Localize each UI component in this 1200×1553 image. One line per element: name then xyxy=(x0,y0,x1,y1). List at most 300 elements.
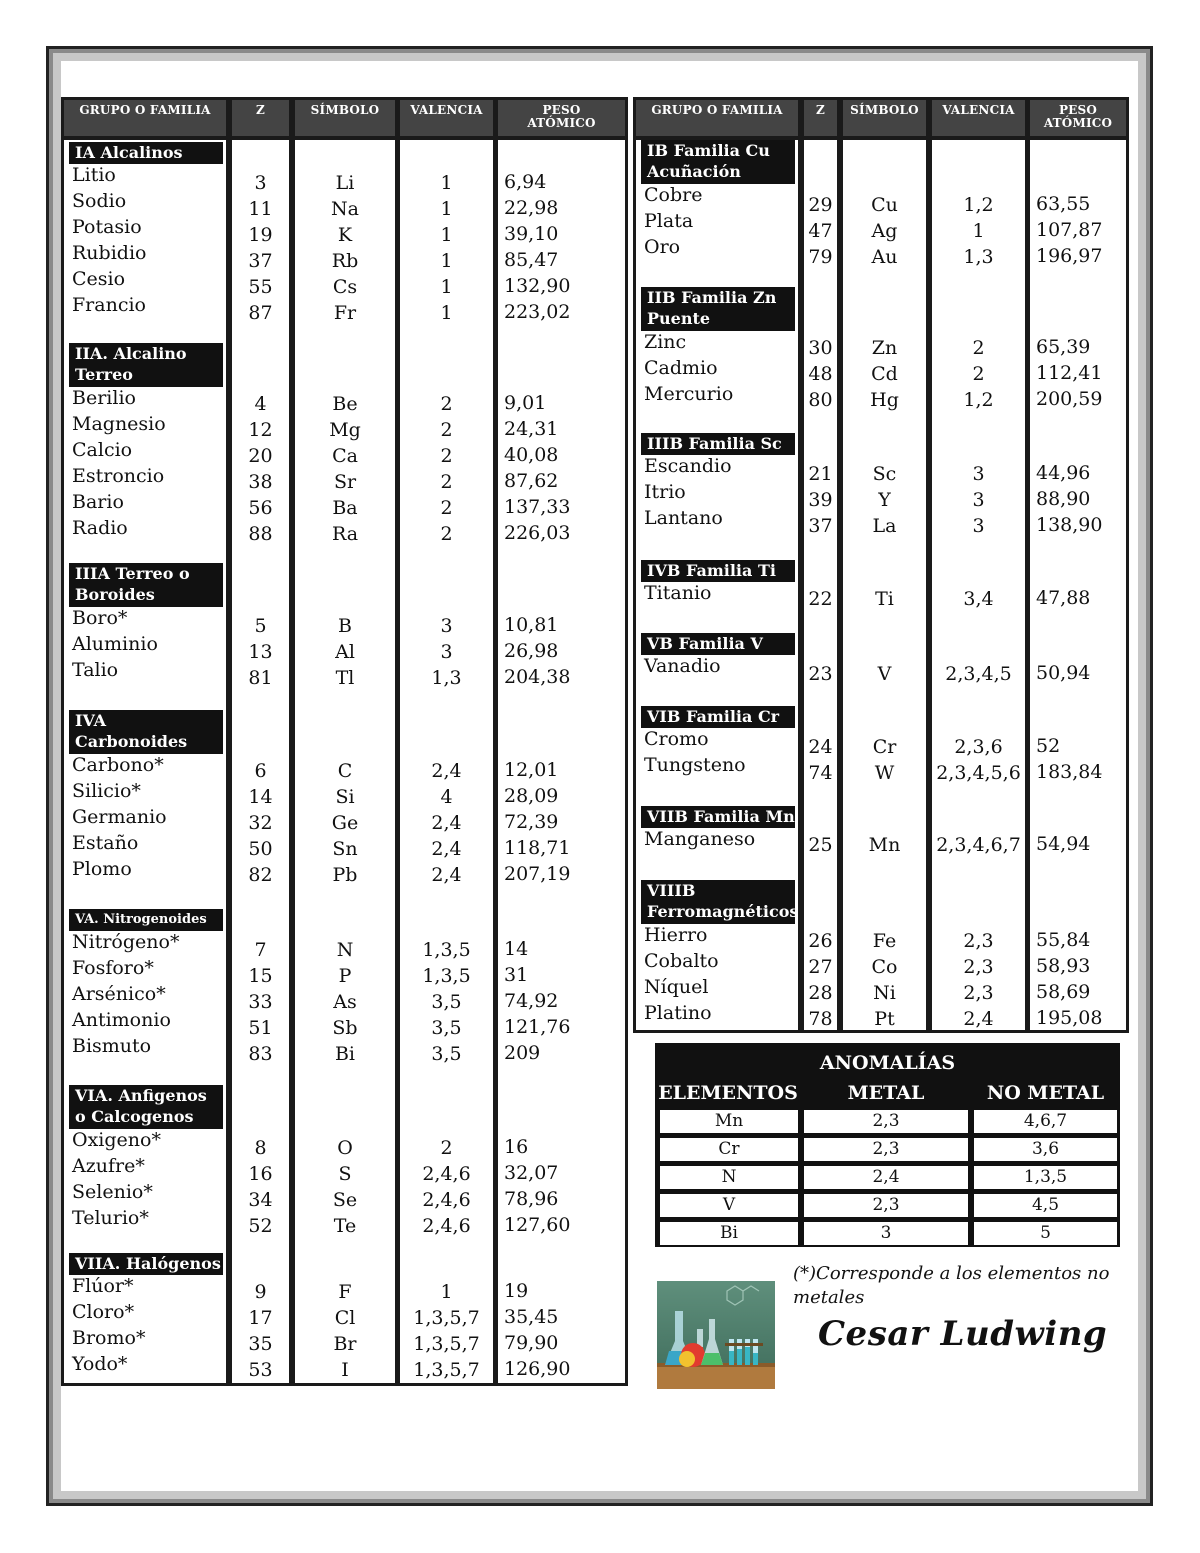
element-valence: 3,5 xyxy=(431,1043,462,1065)
element-symbol: S xyxy=(338,1163,352,1185)
element-symbol: Pt xyxy=(874,1008,895,1030)
element-symbol: Zn xyxy=(871,337,898,359)
element-symbol: P xyxy=(338,965,352,987)
footnote: (*)Corresponde a los elementos no metales xyxy=(793,1263,1110,1308)
group-title xyxy=(641,433,795,455)
element-atomic-weight: 121,76 xyxy=(504,1016,571,1038)
element-atomic-number: 81 xyxy=(248,667,273,689)
element-name: Vanadio xyxy=(644,655,721,677)
element-valence: 2,3,4,5,6 xyxy=(936,762,1021,784)
element-valence: 2,4 xyxy=(963,1008,994,1030)
group-title xyxy=(69,343,223,387)
element-name: Boro* xyxy=(72,607,128,629)
element-valence: 1 xyxy=(440,198,453,220)
group-title-line2: o Calcogenos xyxy=(75,1107,194,1126)
element-symbol: W xyxy=(874,762,895,784)
anomalies-header-no-metal: NO METAL xyxy=(986,1082,1105,1104)
element-name: Magnesio xyxy=(72,413,166,435)
group-title xyxy=(641,560,795,582)
element-name: Hierro xyxy=(644,924,708,946)
element-valence: 3 xyxy=(440,641,453,663)
element-atomic-number: 83 xyxy=(248,1043,273,1065)
element-valence: 2,3,4,5 xyxy=(945,663,1012,685)
element-symbol: Ba xyxy=(332,497,358,519)
element-atomic-weight: 16 xyxy=(504,1136,529,1158)
element-name: Lantano xyxy=(644,507,723,529)
element-atomic-weight: 63,55 xyxy=(1036,193,1091,215)
element-atomic-number: 38 xyxy=(248,471,273,493)
element-name: Cromo xyxy=(644,728,709,750)
element-symbol: Cd xyxy=(871,363,898,385)
element-symbol: Sr xyxy=(333,471,357,493)
group-title-line1: IIB Familia Zn xyxy=(647,288,777,307)
element-valence: 2,4 xyxy=(431,760,462,782)
element-name: Estaño xyxy=(72,832,139,854)
element-atomic-number: 15 xyxy=(248,965,273,987)
element-valence: 2 xyxy=(972,363,985,385)
element-atomic-weight: 74,92 xyxy=(504,990,559,1012)
anomaly-no-metal: 4,5 xyxy=(974,1194,1117,1217)
group-title-line2: Ferromagnéticos xyxy=(647,902,799,921)
element-name: Telurio* xyxy=(72,1207,149,1229)
element-atomic-weight: 183,84 xyxy=(1036,761,1103,783)
element-symbol: Ge xyxy=(331,812,359,834)
element-name: Níquel xyxy=(644,976,709,998)
element-atomic-weight: 12,01 xyxy=(504,759,559,781)
element-symbol: Co xyxy=(871,956,898,978)
element-atomic-number: 27 xyxy=(808,956,833,978)
element-symbol: O xyxy=(337,1137,353,1159)
element-atomic-weight: 126,90 xyxy=(504,1358,571,1380)
element-atomic-number: 37 xyxy=(808,515,833,537)
element-atomic-weight: 10,81 xyxy=(504,614,559,636)
element-atomic-number: 8 xyxy=(254,1137,267,1159)
group-title-line1: VIIA. Halógenos xyxy=(75,1254,221,1273)
element-atomic-weight: 127,60 xyxy=(504,1214,571,1236)
element-atomic-number: 55 xyxy=(248,276,273,298)
element-symbol: Te xyxy=(333,1215,357,1237)
element-atomic-weight: 195,08 xyxy=(1036,1007,1103,1029)
element-symbol: Pb xyxy=(332,864,358,886)
left-element-table xyxy=(61,97,628,1386)
element-atomic-number: 74 xyxy=(808,762,833,784)
anomaly-metal: 2,3 xyxy=(804,1110,968,1133)
element-atomic-number: 79 xyxy=(808,246,833,268)
element-symbol: Be xyxy=(332,393,358,415)
anomaly-element: Mn xyxy=(660,1110,798,1133)
anomalies-header-elementos: ELEMENTOS xyxy=(658,1082,798,1104)
element-atomic-weight: 72,39 xyxy=(504,811,559,833)
element-atomic-number: 51 xyxy=(248,1017,273,1039)
anomalies-header-metal: METAL xyxy=(847,1082,925,1104)
element-symbol: Na xyxy=(331,198,359,220)
element-valence: 2,3,6 xyxy=(954,736,1003,758)
element-atomic-number: 16 xyxy=(248,1163,273,1185)
group-title-line2: Acuñación xyxy=(647,162,741,181)
element-atomic-weight: 85,47 xyxy=(504,249,559,271)
group-title-line1: VB Familia V xyxy=(647,634,763,653)
group-title-line2: Terreo xyxy=(75,365,133,384)
element-valence: 3 xyxy=(972,463,985,485)
element-valence: 3 xyxy=(440,615,453,637)
element-atomic-number: 7 xyxy=(254,939,267,961)
element-atomic-number: 20 xyxy=(248,445,273,467)
element-atomic-weight: 31 xyxy=(504,964,529,986)
element-name: Bismuto xyxy=(72,1035,152,1057)
element-atomic-number: 12 xyxy=(248,419,273,441)
group-title xyxy=(641,633,795,655)
element-symbol: C xyxy=(337,760,353,782)
group-title-line1: IB Familia Cu xyxy=(647,141,770,160)
element-atomic-weight: 28,09 xyxy=(504,785,559,807)
element-valence: 2,3 xyxy=(963,930,994,952)
element-atomic-weight: 223,02 xyxy=(504,301,571,323)
element-symbol: Ti xyxy=(875,588,894,610)
element-atomic-number: 29 xyxy=(808,194,833,216)
element-name: Sodio xyxy=(72,190,127,212)
element-name: Azufre* xyxy=(72,1155,145,1177)
element-valence: 2,4,6 xyxy=(422,1189,471,1211)
element-atomic-weight: 118,71 xyxy=(504,837,571,859)
element-name: Cesio xyxy=(72,268,126,290)
element-atomic-number: 21 xyxy=(808,463,833,485)
element-valence: 2,4 xyxy=(431,864,462,886)
element-atomic-weight: 196,97 xyxy=(1036,245,1103,267)
element-atomic-number: 39 xyxy=(808,489,833,511)
anomaly-metal: 3 xyxy=(804,1222,968,1245)
element-valence: 2,4 xyxy=(431,838,462,860)
element-valence: 1 xyxy=(972,220,985,242)
anomaly-element: V xyxy=(660,1194,798,1217)
group-title xyxy=(69,1253,223,1275)
element-atomic-weight: 19 xyxy=(504,1280,529,1302)
element-atomic-weight: 40,08 xyxy=(504,444,559,466)
group-title xyxy=(69,710,223,754)
element-atomic-number: 52 xyxy=(248,1215,273,1237)
element-symbol: N xyxy=(336,939,354,961)
column-header: GRUPO O FAMILIA xyxy=(64,100,226,136)
element-atomic-number: 11 xyxy=(248,198,273,220)
element-valence: 2,4,6 xyxy=(422,1163,471,1185)
anomaly-no-metal: 3,6 xyxy=(974,1138,1117,1161)
element-name: Talio xyxy=(72,659,119,681)
element-valence: 2,3 xyxy=(963,982,994,1004)
element-valence: 3 xyxy=(972,515,985,537)
group-title xyxy=(69,142,223,164)
element-atomic-number: 17 xyxy=(248,1307,273,1329)
element-name: Yodo* xyxy=(72,1353,128,1375)
column-header: SÍMBOLO xyxy=(843,100,926,136)
element-symbol: Li xyxy=(335,172,355,194)
element-valence: 2 xyxy=(440,497,453,519)
element-atomic-number: 23 xyxy=(808,663,833,685)
element-symbol: Cs xyxy=(332,276,358,298)
element-atomic-weight: 50,94 xyxy=(1036,662,1091,684)
group-title-line1: IA Alcalinos xyxy=(75,143,183,162)
element-symbol: Y xyxy=(878,489,891,511)
group-title-line2: Carbonoides xyxy=(75,732,188,751)
element-atomic-weight: 132,90 xyxy=(504,275,571,297)
element-atomic-weight: 52 xyxy=(1036,735,1061,757)
element-name: Oro xyxy=(644,236,681,258)
column-header: Z xyxy=(232,100,289,136)
element-atomic-weight: 65,39 xyxy=(1036,336,1091,358)
element-name: Cadmio xyxy=(644,357,718,379)
element-valence: 2,4 xyxy=(431,812,462,834)
element-valence: 2 xyxy=(440,445,453,467)
element-atomic-number: 87 xyxy=(248,302,273,324)
element-name: Litio xyxy=(72,164,116,186)
group-title xyxy=(641,706,795,728)
element-name: Radio xyxy=(72,517,128,539)
element-atomic-weight: 138,90 xyxy=(1036,514,1103,536)
element-name: Flúor* xyxy=(72,1275,134,1297)
element-symbol: Br xyxy=(333,1333,357,1355)
element-symbol: Mg xyxy=(329,419,361,441)
element-symbol: Cu xyxy=(871,194,898,216)
group-title xyxy=(641,806,795,828)
element-name: Germanio xyxy=(72,806,167,828)
group-title-line1: VIIB Familia Mn xyxy=(647,807,795,826)
group-title xyxy=(69,909,223,931)
element-symbol: Tl xyxy=(335,667,355,689)
element-valence: 1,3,5,7 xyxy=(413,1333,480,1355)
element-atomic-number: 5 xyxy=(254,615,267,637)
element-valence: 1 xyxy=(440,172,453,194)
element-atomic-weight: 24,31 xyxy=(504,418,559,440)
element-atomic-number: 37 xyxy=(248,250,273,272)
element-valence: 2,3,4,6,7 xyxy=(936,834,1021,856)
element-atomic-weight: 47,88 xyxy=(1036,587,1091,609)
column-header: GRUPO O FAMILIA xyxy=(636,100,798,136)
element-atomic-number: 24 xyxy=(808,736,833,758)
header-peso-line1: PESO xyxy=(1058,103,1098,117)
element-atomic-number: 33 xyxy=(248,991,273,1013)
element-atomic-weight: 6,94 xyxy=(504,171,547,193)
element-atomic-number: 13 xyxy=(248,641,273,663)
element-symbol: Sc xyxy=(872,463,897,485)
element-name: Estroncio xyxy=(72,465,165,487)
element-atomic-weight: 22,98 xyxy=(504,197,559,219)
column-header: VALENCIA xyxy=(400,100,493,136)
element-name: Silicio* xyxy=(72,780,141,802)
element-name: Cobre xyxy=(644,184,703,206)
anomaly-no-metal: 4,6,7 xyxy=(974,1110,1117,1133)
element-name: Selenio* xyxy=(72,1181,153,1203)
element-symbol: Ag xyxy=(871,220,898,242)
element-symbol: Ni xyxy=(873,982,896,1004)
element-atomic-number: 4 xyxy=(254,393,267,415)
element-atomic-number: 48 xyxy=(808,363,833,385)
group-title-line2: Boroides xyxy=(75,585,155,604)
element-name: Titanio xyxy=(644,582,712,604)
laboratory-flasks-icon xyxy=(657,1281,775,1389)
element-name: Cloro* xyxy=(72,1301,135,1323)
element-valence: 2 xyxy=(972,337,985,359)
element-atomic-number: 19 xyxy=(248,224,273,246)
element-valence: 3,4 xyxy=(963,588,994,610)
element-valence: 3 xyxy=(972,489,985,511)
element-atomic-weight: 39,10 xyxy=(504,223,559,245)
element-symbol: Sn xyxy=(332,838,358,860)
element-name: Mercurio xyxy=(644,383,734,405)
anomaly-metal: 2,3 xyxy=(804,1194,968,1217)
group-title-line1: IVB Familia Ti xyxy=(647,561,776,580)
anomaly-element: Bi xyxy=(660,1222,798,1245)
group-title xyxy=(641,287,795,331)
group-title xyxy=(69,1085,223,1129)
element-valence: 1 xyxy=(440,1281,453,1303)
element-atomic-weight: 200,59 xyxy=(1036,388,1103,410)
element-symbol: Bi xyxy=(334,1043,356,1065)
group-title-line1: VIIIB xyxy=(647,881,696,900)
anomaly-element: N xyxy=(660,1166,798,1189)
element-atomic-weight: 44,96 xyxy=(1036,462,1091,484)
group-title-line1: VIA. Anfigenos xyxy=(75,1086,207,1105)
element-name: Antimonio xyxy=(72,1009,171,1031)
element-symbol: La xyxy=(872,515,897,537)
element-symbol: Rb xyxy=(331,250,359,272)
element-name: Oxigeno* xyxy=(72,1129,161,1151)
column-header xyxy=(498,100,625,136)
column-header xyxy=(1030,100,1126,136)
element-symbol: Mn xyxy=(868,834,901,856)
table-column-bg xyxy=(843,140,926,1030)
group-title-line2: Puente xyxy=(647,309,711,328)
element-atomic-weight: 32,07 xyxy=(504,1162,559,1184)
anomaly-metal: 2,4 xyxy=(804,1166,968,1189)
element-atomic-weight: 204,38 xyxy=(504,666,571,688)
element-valence: 3,5 xyxy=(431,991,462,1013)
element-name: Platino xyxy=(644,1002,712,1024)
element-name: Fosforo* xyxy=(72,957,154,979)
element-atomic-number: 50 xyxy=(248,838,273,860)
element-atomic-weight: 26,98 xyxy=(504,640,559,662)
element-valence: 2 xyxy=(440,1137,453,1159)
element-name: Carbono* xyxy=(72,754,164,776)
element-valence: 1,3,5 xyxy=(422,965,471,987)
element-atomic-weight: 55,84 xyxy=(1036,929,1091,951)
element-atomic-weight: 107,87 xyxy=(1036,219,1103,241)
element-valence: 1,3,5,7 xyxy=(413,1359,480,1381)
element-atomic-weight: 226,03 xyxy=(504,522,571,544)
element-valence: 1,3 xyxy=(963,246,994,268)
element-atomic-number: 30 xyxy=(808,337,833,359)
element-valence: 1,3,5 xyxy=(422,939,471,961)
element-valence: 2 xyxy=(440,471,453,493)
element-symbol: Ca xyxy=(332,445,358,467)
group-title-line1: IIIB Familia Sc xyxy=(647,434,782,453)
element-symbol: Fr xyxy=(333,302,357,324)
anomaly-no-metal: 1,3,5 xyxy=(974,1166,1117,1189)
table-column-bg xyxy=(804,140,837,1030)
anomaly-no-metal: 5 xyxy=(974,1222,1117,1245)
element-atomic-number: 28 xyxy=(808,982,833,1004)
element-atomic-number: 47 xyxy=(808,220,833,242)
group-title-line1: VA. Nitrogenoides xyxy=(75,912,207,927)
element-atomic-number: 34 xyxy=(248,1189,273,1211)
element-name: Plomo xyxy=(72,858,132,880)
element-name: Calcio xyxy=(72,439,133,461)
element-symbol: I xyxy=(341,1359,349,1381)
element-valence: 1 xyxy=(440,224,453,246)
element-name: Rubidio xyxy=(72,242,147,264)
element-valence: 1 xyxy=(440,276,453,298)
anomalies-table xyxy=(655,1043,1120,1247)
element-atomic-weight: 78,96 xyxy=(504,1188,559,1210)
element-atomic-number: 80 xyxy=(808,389,833,411)
table-column-bg xyxy=(932,140,1025,1030)
right-element-table xyxy=(633,97,1129,1033)
element-atomic-weight: 58,69 xyxy=(1036,981,1091,1003)
element-atomic-weight: 14 xyxy=(504,938,529,960)
element-atomic-weight: 87,62 xyxy=(504,470,559,492)
element-atomic-weight: 79,90 xyxy=(504,1332,559,1354)
column-header: Z xyxy=(804,100,837,136)
group-title xyxy=(69,563,223,607)
element-name: Tungsteno xyxy=(644,754,746,776)
element-atomic-number: 22 xyxy=(808,588,833,610)
element-symbol: B xyxy=(338,615,352,637)
author-signature: Cesar Ludwing xyxy=(818,1314,1108,1354)
element-atomic-weight: 207,19 xyxy=(504,863,571,885)
group-title-line1: IVA xyxy=(75,711,107,730)
element-name: Manganeso xyxy=(644,828,756,850)
element-symbol: Fe xyxy=(872,930,897,952)
element-name: Aluminio xyxy=(72,633,158,655)
element-atomic-number: 14 xyxy=(248,786,273,808)
element-symbol: Cl xyxy=(334,1307,356,1329)
element-valence: 1,2 xyxy=(963,389,994,411)
group-title-line1: IIA. Alcalino xyxy=(75,344,187,363)
element-symbol: Cr xyxy=(872,736,897,758)
group-title xyxy=(641,140,795,184)
element-symbol: Au xyxy=(871,246,898,268)
element-atomic-number: 56 xyxy=(248,497,273,519)
element-symbol: Hg xyxy=(870,389,899,411)
group-title xyxy=(641,880,799,924)
element-atomic-number: 82 xyxy=(248,864,273,886)
element-atomic-number: 6 xyxy=(254,760,267,782)
element-name: Itrio xyxy=(644,481,686,503)
element-name: Plata xyxy=(644,210,694,232)
element-valence: 1,3,5,7 xyxy=(413,1307,480,1329)
header-peso-line2: ATÓMICO xyxy=(527,116,596,130)
element-name: Escandio xyxy=(644,455,732,477)
element-valence: 1,2 xyxy=(963,194,994,216)
element-valence: 1 xyxy=(440,302,453,324)
element-valence: 1 xyxy=(440,250,453,272)
anomalies-title: ANOMALÍAS xyxy=(819,1052,956,1074)
element-symbol: As xyxy=(333,991,357,1013)
element-name: Zinc xyxy=(644,331,687,353)
element-symbol: Sb xyxy=(332,1017,358,1039)
column-header: SÍMBOLO xyxy=(295,100,395,136)
element-atomic-number: 35 xyxy=(248,1333,273,1355)
element-atomic-number: 88 xyxy=(248,523,273,545)
element-atomic-number: 26 xyxy=(808,930,833,952)
header-peso-line2: ATÓMICO xyxy=(1043,116,1113,130)
element-valence: 2,3 xyxy=(963,956,994,978)
anomaly-metal: 2,3 xyxy=(804,1138,968,1161)
element-atomic-weight: 9,01 xyxy=(504,392,547,414)
element-symbol: Se xyxy=(332,1189,358,1211)
element-atomic-weight: 58,93 xyxy=(1036,955,1091,977)
element-atomic-number: 25 xyxy=(808,834,833,856)
element-valence: 2 xyxy=(440,419,453,441)
element-name: Nitrógeno* xyxy=(72,931,180,953)
element-name: Arsénico* xyxy=(72,983,166,1005)
